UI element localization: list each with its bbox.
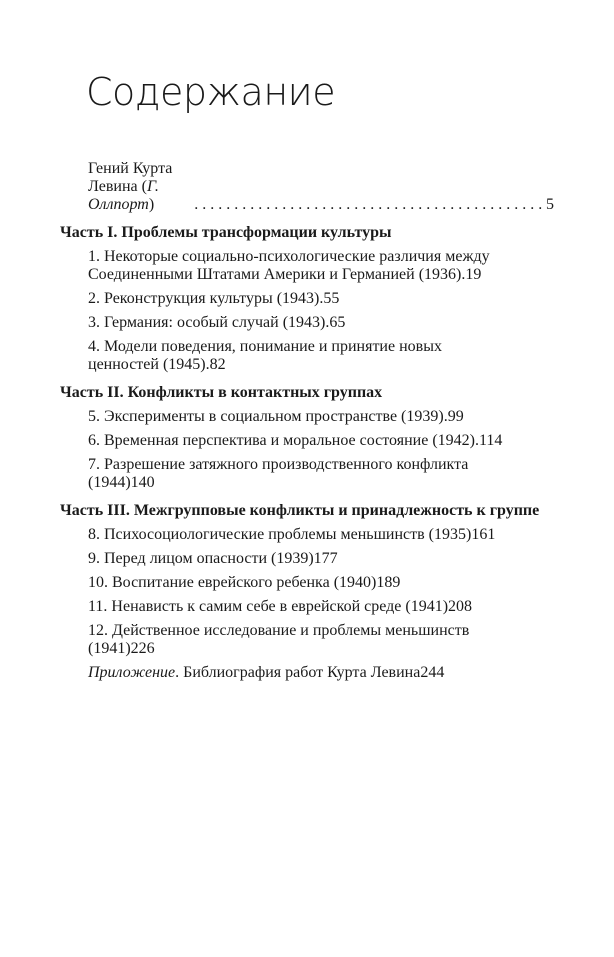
toc-page-number: 5 (546, 196, 554, 213)
page-title: Содержание (86, 70, 336, 114)
toc-entry-foreword[interactable] (60, 160, 554, 214)
toc-page-number: 189 (376, 574, 401, 591)
toc-page-number: .65 (325, 314, 346, 331)
toc-part-3-title: Часть III. Межгрупповые конфликты и принадлежность к группе (60, 502, 540, 519)
toc-page-number: 208 (448, 598, 473, 615)
toc-entry-11[interactable]: 11. Ненависть к самим себе в еврейской среде (1941) 208 (88, 598, 473, 615)
toc-entry-12[interactable]: 12. Действенное исследование и проблемы меньшинств (1941) 226 (88, 622, 470, 657)
toc-entry-10[interactable]: 10. Воспитание еврейского ребенка (1940) 189 (88, 574, 401, 591)
toc-entry-2[interactable]: 2. Реконструкция культуры (1943) .55 (88, 290, 340, 307)
toc-entry-5[interactable]: 5. Эксперименты в социальном пространстве (1939) .99 (88, 408, 464, 425)
toc-entry-3[interactable]: 3. Германия: особый случай (1943) .65 (88, 314, 346, 331)
toc-entry-text: Гений Курта Левина (Г. Оллпорт) (88, 160, 173, 213)
toc-part-1-title: Часть I. Проблемы трансформации культуры (60, 224, 392, 241)
toc-page-number: 140 (130, 474, 155, 491)
appendix-label: Приложение (88, 664, 176, 681)
toc-entry-appendix[interactable]: Приложение. Библиография работ Курта Левина 244 (88, 664, 445, 681)
toc-page-number: 226 (130, 640, 155, 657)
dot-leader (194, 196, 542, 214)
toc-part-2-title: Часть II. Конфликты в контактных группах (60, 384, 383, 401)
toc-page-number: 177 (313, 550, 338, 567)
toc-entry-4[interactable]: 4. Модели поведения, понимание и принятие новых ценностей (1945) .82 (88, 338, 442, 373)
toc-page-number: 161 (471, 526, 496, 543)
toc-page-number: 244 (420, 664, 445, 681)
toc-page-number: .114 (474, 432, 503, 449)
toc-entry-6[interactable]: 6. Временная перспектива и моральное состояние (1942) .114 (88, 432, 503, 449)
toc-entry-8[interactable]: 8. Психосоциологические проблемы меньшинств (1935) 161 (88, 526, 496, 543)
toc-page-number: .55 (319, 290, 340, 307)
table-of-contents (60, 160, 554, 688)
toc-page-number: .82 (205, 356, 226, 373)
toc-entry-9[interactable]: 9. Перед лицом опасности (1939) 177 (88, 550, 338, 567)
toc-entry-1[interactable]: 1. Некоторые социально-психологические различия между Соединенными Штатами Америки и Германией (1936) .19 (88, 248, 490, 283)
toc-page-number: .19 (461, 266, 482, 283)
toc-entry-7[interactable]: 7. Разрешение затяжного производственного конфликта (1944) 140 (88, 456, 469, 491)
toc-page-number: .99 (443, 408, 464, 425)
